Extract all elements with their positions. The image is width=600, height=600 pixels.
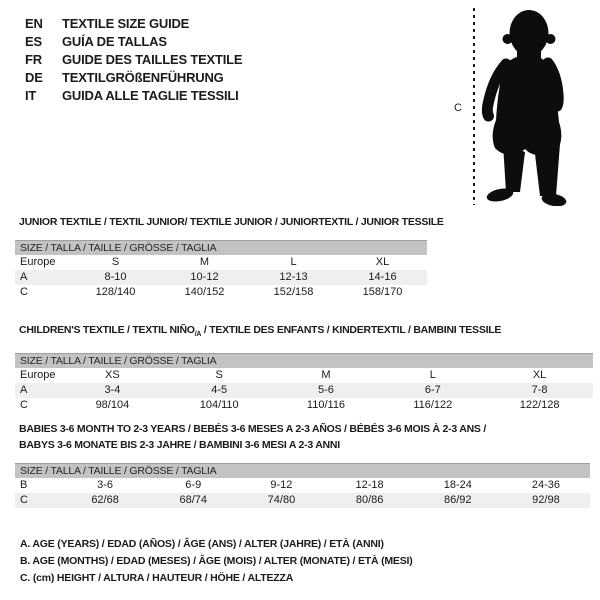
table-row-age-months (15, 478, 590, 493)
table-cell: 7-8 (531, 384, 548, 397)
size-header-row: SIZE / TALLA / TAILLE / GRÖSSE / TAGLIA (15, 463, 590, 478)
table-cell: 4-5 (211, 384, 228, 397)
table-cell: 104/110 (199, 399, 239, 412)
language-label: GUIDE DES TAILLES TEXTILE (62, 52, 243, 67)
table-row-europe (15, 255, 427, 270)
table-cell: 18-24 (443, 479, 472, 491)
section-title (15, 323, 593, 342)
height-dotted-line (473, 8, 475, 205)
row-label: B (20, 479, 28, 491)
table-cell: 110/116 (306, 399, 346, 412)
footnote-c: C. (cm) HEIGHT / ALTURA / HAUTEUR / HÖHE / ALTEZZA (20, 572, 294, 584)
size-header-row: SIZE / TALLA / TAILLE / GRÖSSE / TAGLIA (15, 240, 427, 255)
table-cell: XL (532, 369, 547, 382)
footnotes (20, 536, 413, 587)
section-title-line: JUNIOR TEXTILE / TEXTIL JUNIOR/ TEXTILE JUNIOR / JUNIORTEXTIL / JUNIOR TESSILE (19, 216, 444, 228)
table-cell: 62/68 (91, 494, 119, 506)
table-cell: 5-6 (318, 384, 334, 397)
baby-silhouette-icon (476, 6, 576, 206)
table-row-age (15, 270, 427, 285)
language-label: GUÍA DE TALLAS (62, 34, 167, 49)
section-title-line: BABIES 3-6 MONTH TO 2-3 YEARS / BEBÉS 3-6 MESES A 2-3 AÑOS / BÉBÉS 3-6 MOIS À 2-3 ANS / (19, 423, 487, 435)
language-row-fr (25, 51, 242, 69)
row-label: A (20, 384, 28, 397)
table-cell: L (429, 369, 436, 382)
section-title-part: CHILDREN'S TEXTILE / TEXTIL NIÑO (19, 324, 195, 336)
language-row-en (25, 15, 242, 33)
height-measure-label: C (454, 102, 462, 114)
table-cell: 6-7 (424, 384, 441, 397)
row-label: Europe (20, 369, 56, 382)
language-label: GUIDA ALLE TAGLIE TESSILI (62, 88, 239, 103)
table-cell: M (199, 256, 210, 268)
footnote-a: A. AGE (YEARS) / EDAD (AÑOS) / ÂGE (ANS) / ALTER (JAHRE) / ETÀ (ANNI) (20, 538, 384, 550)
row-label: C (20, 286, 28, 298)
section-title-line: BABYS 3-6 MONATE BIS 2-3 JAHRE / BAMBINI 3-6 MESI A 2-3 ANNI (19, 439, 340, 451)
row-label: A (20, 271, 28, 283)
section-title (15, 421, 590, 453)
language-list (25, 15, 242, 105)
section-title (15, 215, 444, 229)
table-cell: 128/140 (95, 286, 136, 298)
table-row-europe (15, 368, 593, 383)
language-row-es (25, 33, 242, 51)
table-cell: 98/104 (95, 399, 130, 412)
language-label: TEXTILE SIZE GUIDE (62, 16, 190, 31)
table-cell: 140/152 (184, 286, 225, 298)
row-label: C (20, 494, 28, 506)
section-childrens-textile (15, 323, 593, 413)
row-label: Europe (20, 256, 56, 268)
size-header-row: SIZE / TALLA / TAILLE / GRÖSSE / TAGLIA (15, 353, 593, 368)
table-cell: 8-10 (104, 271, 127, 283)
table-cell: 122/128 (519, 399, 560, 412)
table-cell: 80/86 (355, 494, 384, 506)
table-cell: 3-4 (104, 384, 121, 397)
table-cell: 68/74 (179, 494, 208, 506)
language-code: EN (25, 16, 43, 31)
table-cell: 3-6 (97, 479, 114, 491)
language-code: ES (25, 34, 42, 49)
table-cell: 9-12 (270, 479, 293, 491)
junior-size-table (15, 240, 427, 300)
table-cell: 74/80 (267, 494, 296, 506)
footnote-b: B. AGE (MONTHS) / EDAD (MESES) / ÂGE (MOIS) / ALTER (MONATE) / ETÀ (MESI) (20, 555, 413, 567)
table-cell: 158/170 (362, 286, 403, 298)
language-row-it (25, 87, 242, 105)
language-code: DE (25, 70, 43, 85)
table-cell: 12-13 (279, 271, 308, 283)
table-cell: XL (375, 256, 390, 268)
table-cell: 6-9 (185, 479, 202, 491)
table-row-height (15, 398, 593, 413)
row-label: C (20, 399, 28, 412)
table-cell: M (321, 369, 331, 382)
section-babies-textile (15, 421, 590, 508)
language-label: TEXTILGRÖßENFÜHRUNG (62, 70, 224, 85)
table-cell: 116/122 (413, 399, 453, 412)
table-cell: XS (105, 369, 120, 382)
table-cell: 10-12 (190, 271, 219, 283)
table-cell: 12-18 (355, 479, 384, 491)
table-cell: 152/158 (273, 286, 314, 298)
table-cell: 14-16 (368, 271, 397, 283)
table-cell: L (290, 256, 297, 268)
table-cell: S (215, 369, 223, 382)
table-row-age (15, 383, 593, 398)
language-code: IT (25, 88, 37, 103)
table-cell: 86/92 (444, 494, 472, 506)
table-cell: 24-36 (531, 479, 561, 491)
table-cell: S (111, 256, 120, 268)
language-row-de (25, 69, 242, 87)
section-title-subscript: /A (194, 331, 202, 339)
table-cell: 92/98 (532, 494, 560, 506)
section-junior-textile (15, 215, 444, 300)
children-size-table (15, 353, 593, 413)
language-code: FR (25, 52, 42, 67)
table-row-height (15, 493, 590, 508)
babies-size-table (15, 463, 590, 508)
section-title-part: / TEXTILE DES ENFANTS / KINDERTEXTIL / BAMBINI TESSILE (201, 324, 502, 336)
table-row-height (15, 285, 427, 300)
